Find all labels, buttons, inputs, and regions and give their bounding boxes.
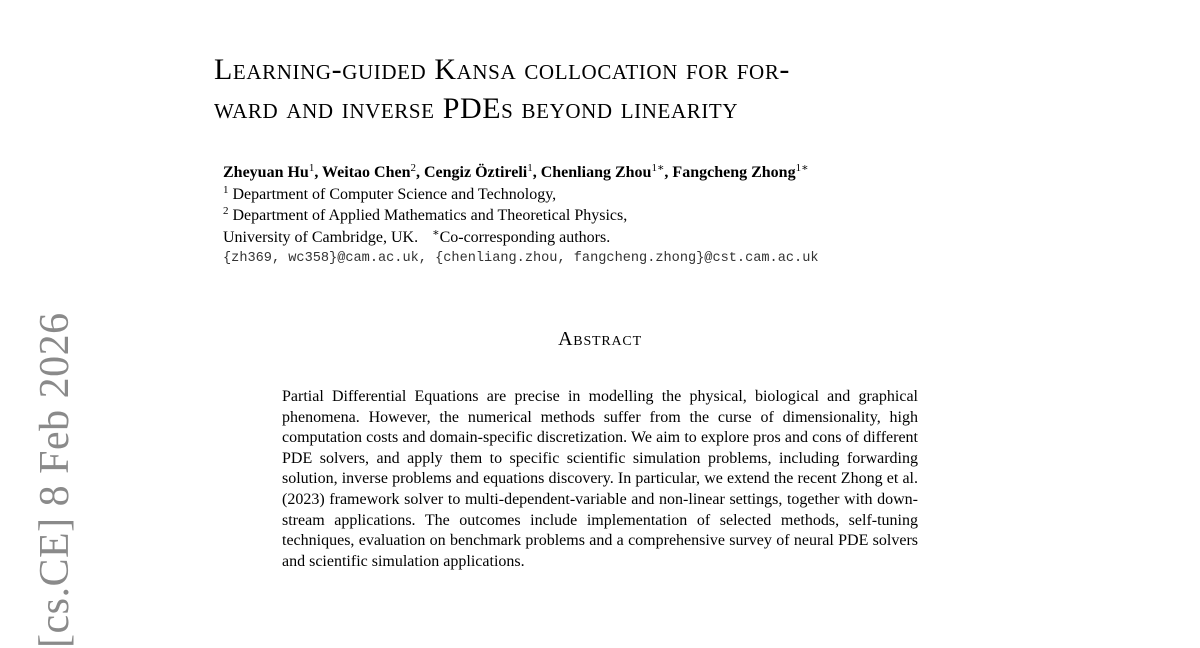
author-emails: {zh369, wc358}@cam.ac.uk, {chenliang.zhou, fangcheng.zhong}@cst.cam.ac.uk [223,251,819,266]
abstract-section [282,387,918,572]
author-affiliation-mark: 1∗ [795,162,809,174]
affiliation-text: Department of Applied Mathematics and Theoretical Physics, [228,207,628,224]
university-text: University of Cambridge, UK. [223,228,419,246]
author-list [223,162,1023,184]
author-separator: , [664,164,673,181]
author-affiliation-mark: 1 [527,162,533,174]
author-separator: , [415,164,424,181]
title-line-2: ward and inverse PDEs beyond linearity [214,92,739,125]
author-name: Zheyuan Hu [223,164,309,181]
author-name: Chenliang Zhou [540,164,652,181]
author-block [223,162,1023,270]
affiliation-mark: 2 [223,205,229,217]
author-affiliation-mark: 1 [308,162,315,174]
title-line-1: Learning-guided Kansa collocation for for- [214,53,791,86]
affiliation-text: Department of Computer Science and Technology, [228,185,557,203]
corresponding-note: Co-corresponding authors. [439,228,611,246]
affiliation-1 [223,184,1023,206]
author-affiliation-mark: 1∗ [651,162,665,174]
affiliation-2 [223,205,1023,227]
affiliation-mark: 1 [223,183,229,196]
author-name: Weitao Chen [322,164,411,181]
abstract-heading-text: Abstract [558,328,642,350]
author-separator: , [532,164,541,181]
corresponding-mark: ∗ [432,226,440,239]
paper-title [214,50,1004,128]
author-name: Fangcheng Zhong [672,164,796,181]
author-affiliation-mark: 2 [410,162,416,174]
abstract-heading [0,328,1200,351]
author-separator: , [314,164,323,181]
author-name: Cengiz Öztireli [423,164,528,181]
university-line [223,227,1023,249]
arxiv-side-stamp: [cs.CE] 8 Feb 2026 [32,312,78,648]
abstract-body: Partial Differential Equations are precise in modelling the physical, biological and graphical phenomena. However, the numerical methods suffer from the curse of dimensionality, high computation costs and domain-specific discretization. We aim to explore pros and cons of different PDE solvers, and apply them to specific scientific simulation problems, including forwarding solution, inverse problems and equations discovery. In particular, we extend the recent Zhong et al. (2023) framework solver to multi-dependent-variable and non-linear settings, together with down-stream applications. The outcomes include implementation of selected methods, self-tuning techniques, evaluation on benchmark problems and a comprehensive survey of neural PDE solvers and scientific simulation applications. [282,388,918,570]
